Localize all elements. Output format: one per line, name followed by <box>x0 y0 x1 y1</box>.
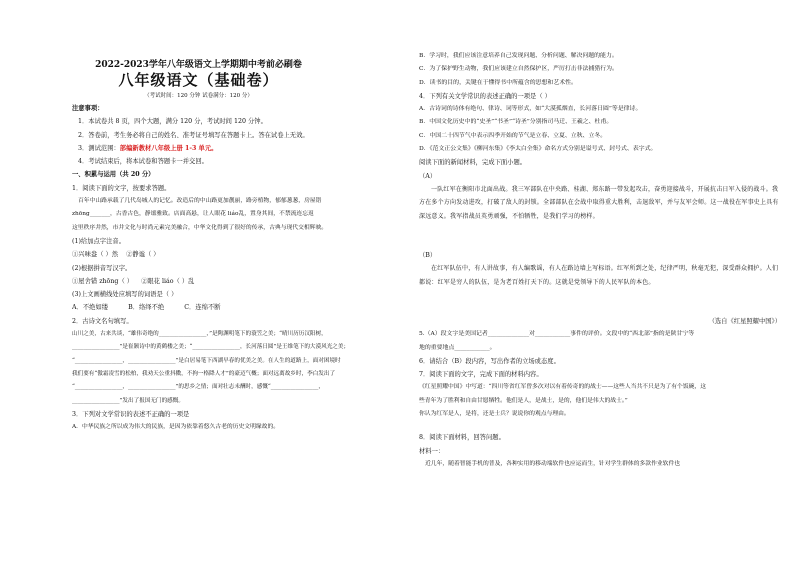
sub-question-2: (2)根据拼音写汉字。 <box>72 264 132 272</box>
exam-meta: （考试时间：120 分钟 试卷满分：120 分） <box>144 93 253 99</box>
notice-1: 1．本试卷共 8 页，四个大题，满分 120 分，考试时间 120 分钟。 <box>78 118 267 126</box>
question-4-option-d: D．《范文正公文集》《柳河东集》《李太白全集》命名方式分别是谥号式、封号式、表字式。 <box>419 146 657 153</box>
question-5: 5.（A）段文字是美国记者______________对____________事件的评价。文段中的“西北部”指的是陕甘宁等 <box>419 331 695 338</box>
notice-3-range: 部编新教材八年级上册 1-3 单元。 <box>119 144 218 152</box>
passage-1-line-2: zhōng_______，古香古色，静谧雅致。店面高悬，让人眼花 liáo乱，置身其间，不禁流连忘返 <box>72 211 314 218</box>
section-2-heading: 阅读下面的新闻材料，完成下面小题。 <box>419 159 527 167</box>
passage-b-tag: （B） <box>419 251 437 259</box>
right-column <box>419 50 781 471</box>
section-1-heading: 一、积累与运用（共 20 分） <box>72 171 155 179</box>
notice-4: 4．考试结束后，将本试卷和答题卡一并交回。 <box>78 158 208 166</box>
question-3: 3．下列对文学常识的表述不正确的一项是 <box>72 410 190 418</box>
passage-b: 在红军队伍中，有人讲故事，有人编歌谣，有人在路边墙上写标语。红军所到之处，纪律严明，秋毫无犯，深受群众拥护。人们都说：红军是穷人的队伍，是为老百姓打天下的。这就是党领导下的人民军队的本色。 <box>419 265 779 286</box>
notice-3-prefix: 3．测试范围： <box>78 144 120 152</box>
sub-2-item-1: ①屋舍错 zhōng（ ） <box>72 277 134 285</box>
passage-a: 一队红军在衡阳市北面出战。我三军部队在中央路、桂湖、郑东路一带发起攻击，奋勇迎接战斗，开展抗击日军入侵的战斗。我方在多个方向发动进攻，打破了敌人的封锁。全部部队在会战中取得重大胜利，击退敌军，并与友军会师。这一战役在军事史上具有深远意义。我军指战员英勇顽强，不怕牺牲，是我们学习的榜样。 <box>419 185 779 220</box>
passage-1-line-1: 百年中山路承载了几代岛城人的记忆。改造后的中山路更加靓丽，路旁植物，郁郁葱葱，房屋错 <box>78 198 322 205</box>
question-2-line-2: _________________”是崔颢诗中的黄鹤楼之美；“_________________，长河落日圆”是王维笔下的大漠风光之美； <box>72 344 350 351</box>
notice-2: 2．答卷前，考生务必将自己的姓名、准考证号填写在答题卡上。答在试卷上无效。 <box>78 131 309 139</box>
question-6: 6．请结合（B）段内容，写出作者的立场或态度。 <box>419 357 560 365</box>
question-4-option-b: B．中国文化历史中的“史圣”“书圣”“诗圣”分别指司马迁、王羲之、杜甫。 <box>419 119 613 126</box>
sub-question-2-items <box>72 275 387 288</box>
material-1-label: 材料一： <box>419 447 445 455</box>
question-5-cont: 地的重要地点____________。 <box>419 344 496 351</box>
question-2-line-3: “_________________，_________________”是白居易笔下西湖早春的优美之美。在人生的道路上，面对困境时 <box>72 357 341 364</box>
question-2: 2．古诗文名句填写。 <box>72 317 133 325</box>
question-4: 4．下列有关文学常识的表述正确的一项是（ ） <box>419 92 551 100</box>
exam-subtitle: 八年级语文（基础卷） <box>118 71 279 89</box>
sub-1-item-1: ①兴味盎（ ）然 <box>72 251 119 259</box>
sub-1-item-2: ②静谧（ ） <box>126 251 160 259</box>
passage-1-line-3: 这里秩序井然，市井文化与时尚元素完美融合，中华文化得到了很好的传承，古典与现代交相辉映。 <box>72 224 328 231</box>
question-4-option-a: A．古诗词的诗体有绝句、律诗、词等形式，如“大漠孤烟直，长河落日圆”等是律诗。 <box>419 106 642 113</box>
question-1: 1．阅读下面的文字，按要求答题。 <box>72 184 171 192</box>
option-b: B．络绎不绝 <box>128 304 165 312</box>
question-7-text-1: 《红星照耀中国》中写道：“四川等省红军曾多次对以有着传奇的的战士——这些人当共不只是为了有个饭碗，这 <box>419 384 707 391</box>
right-option-d: D．读书的目的，关键在于懂得书中所蕴含的思想和艺术性。 <box>419 79 577 86</box>
sub-question-3: (3)上文画横线处应填写的词语是（ ） <box>72 291 178 299</box>
exam-title: 2022-2023学年八年级语文上学期期中考前必刷卷 <box>95 60 302 70</box>
sub-2-item-2: ②眼花 liáo（ ）乱 <box>141 277 195 285</box>
passage-a-tag: （A） <box>419 172 437 180</box>
question-2-line-5: “_________________，_________________”的思乡之情；面对壮志未酬时，感慨“_________________， <box>72 384 324 391</box>
question-3-option-a: A．中华民族之所以成为伟大的民族，是因为依靠着悠久古老的历史文明缘故的。 <box>72 424 280 431</box>
option-c: C．连绵不断 <box>184 304 221 312</box>
notice-heading: 注意事项： <box>72 105 104 112</box>
sub-question-1-items <box>72 248 387 261</box>
question-7: 7．阅读下面的文字，完成下面的材料内容。 <box>419 371 543 379</box>
left-column <box>72 102 387 434</box>
spacer <box>419 421 781 431</box>
question-2-line-6: _________________”发出了报国无门的感慨。 <box>72 397 184 404</box>
option-a: A．不绝如缕 <box>72 304 109 312</box>
passage-source: （选自《红星照耀中国》） <box>708 318 781 326</box>
question-2-line-4: 我们要有“傲霜凌雪的松柏，我劝天公重抖擞，不拘一格降人才”的豪迈气概；面对远离故乡时，李白发出了 <box>72 370 336 377</box>
right-page <box>397 0 794 562</box>
right-option-b: B．学习时，我们应该注意培养自己发现问题、分析问题、解决问题的能力。 <box>419 53 618 59</box>
question-4-option-c: C．中国二十四节气中表示四季开始的节气是立春、立夏、立秋、立冬。 <box>419 132 607 139</box>
notice-3 <box>72 142 387 155</box>
question-8: 8．阅读下面材料，回答问题。 <box>419 434 505 442</box>
question-7-text-3: 你认为红军是人，是将，还是士兵？说说你的观点与理由。 <box>419 411 570 418</box>
question-7-text-2: 些青年为了胜利和自由甘愿牺牲。他们是人，是战士，是的，他们是伟大的战士。” <box>419 397 628 404</box>
right-option-c: C．为了保护野生动物，我们应该建立自然保护区，严厉打击非法捕猎行为。 <box>419 66 618 73</box>
sub-question-1: (1)给加点字注音。 <box>72 237 125 245</box>
material-1-text: 近几年，随着智能手机的普及，各种实用的移动端软件也应运而生，针对学生群体的多款作业软件也 <box>425 460 681 467</box>
sub-question-3-options <box>72 301 387 314</box>
question-2-line-1: 山川之美，古来共谈，“雄伟奇绝的_________________，”是陶渊明笔下的蓑笠之美；“晴川历历汉阳树， <box>72 331 327 338</box>
